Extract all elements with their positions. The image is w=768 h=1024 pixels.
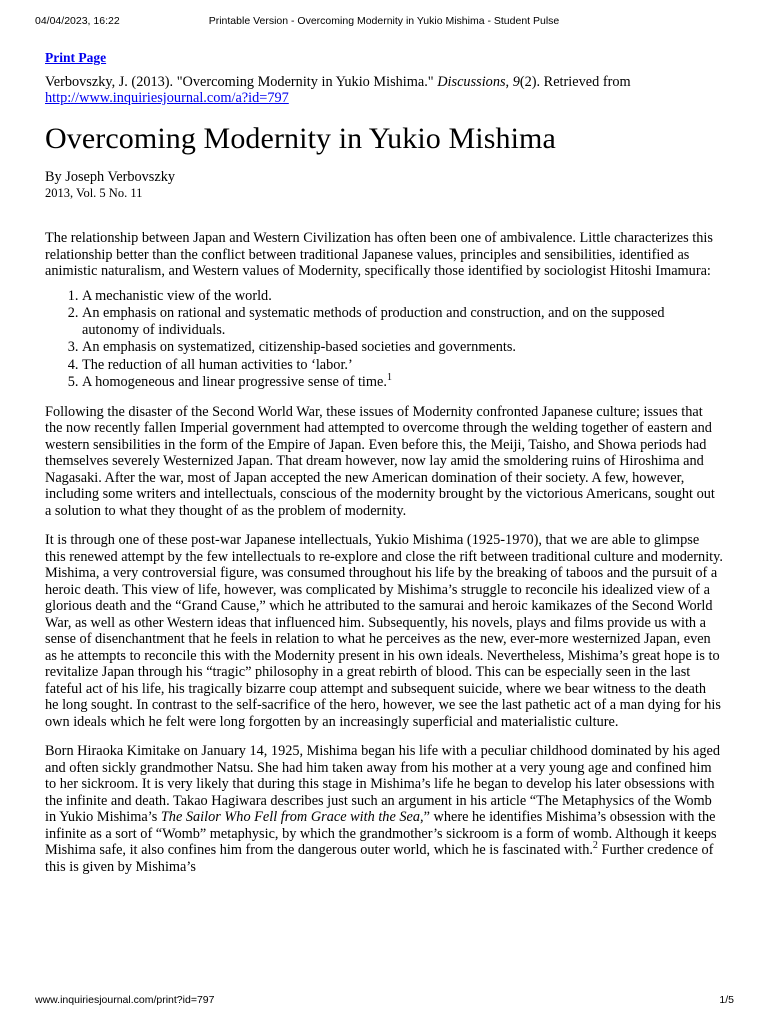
list-item bbox=[82, 374, 723, 391]
modernity-list bbox=[45, 288, 723, 391]
citation-url-link[interactable]: http://www.inquiriesjournal.com/a?id=797 bbox=[45, 90, 289, 106]
citation-prefix: Verbovszky, J. (2013). "Overcoming Modernity in Yukio Mishima." bbox=[45, 73, 438, 90]
print-header bbox=[0, 15, 768, 29]
citation-volume: 9 bbox=[512, 73, 520, 90]
paragraph-postwar: Following the disaster of the Second World War, these issues of Modernity confronted Japanese culture; issues that the now recently fallen Imperial government had attempted to overcome through the welding together of eastern and western sensibilities in the form of the Empire of Japan. Even before this, the Meiji, Taisho, and Showa periods had themselves severely Westernized Japan. That dream however, now lay amid the smoldering ruins of Hiroshima and Nagasaki. After the war, most of Japan accepted the new American domination of their society. A few, however, including some writers and intellectuals, conscious of the modernity brought by the victorious Americans, sought out a solution to what they thought of as the problem of modernity. bbox=[45, 403, 715, 519]
article-content bbox=[45, 50, 723, 875]
byline: By Joseph Verbovszky bbox=[45, 168, 175, 185]
paragraph-mishima-intro: It is through one of these post-war Japanese intellectuals, Yukio Mishima (1925-1970), that we are able to glimpse this renewed attempt by the few intellectuals to re-explore and close the rift between traditional culture and modernity. Mishima, a very controversial figure, was consumed throughout his life by the breaking of taboos and the pursuit of a heroic death. This view of life, however, was complicated by Mishima’s struggle to reconcile his idealized view of a glorious death and the “Grand Cause,” which he attributed to the samurai and heroic kamikazes of the Second World War, as well as other Western ideas that influenced him. Subsequently, his novels, plays and films provide us with a sense of disenchantment that he feels in relation to what he perceives as the new, ever-more westernized Japan, even as he attempts to reconcile this with the Modernity present in his own ideals. Nevertheless, Mishima’s great hope is to revitalize Japan through his “tragic” philosophy in a great rebirth of blood. This can be especially seen in the last fateful act of his life, his tragically bizarre coup attempt and subsequent suicide, where we bear witness to the death he long sought. In contrast to the self-sacrifice of the hero, however, we see the last pathetic act of a man dying for his own ideals which he felt were long forgotten by an increasingly superficial and materialistic culture. bbox=[45, 532, 723, 730]
print-datetime: 04/04/2023, 16:22 bbox=[35, 15, 120, 27]
book-title: The Sailor Who Fell from Grace with the Sea bbox=[160, 809, 421, 825]
list-item: 1. A mechanistic view of the world. bbox=[82, 288, 723, 305]
list-item: 3. An emphasis on systematized, citizenship-based societies and governments. bbox=[82, 339, 723, 356]
print-footer bbox=[0, 994, 768, 1008]
paragraph-childhood bbox=[45, 743, 723, 875]
paragraph-text: Born Hiraoka Kimitake on January 14, 1925, Mishima began his life with a peculiar childhood dominated by his aged and often sickly grandmother Natsu. She had him taken away from his mother at a very young age and confined him to her sickroom. It is very likely that during this stage in Mishima’s life he began to develop his later obsessions with the infinite and death. Takao Hagiwara describes just such an argument in his article “The Metaphysics of the Womb in Yukio Mishima’s bbox=[45, 743, 720, 825]
list-item: 2. An emphasis on rational and systematic methods of production and construction, and on the supposed autonomy of individuals. bbox=[82, 305, 723, 338]
paragraph-intro: The relationship between Japan and Western Civilization has often been one of ambivalence. Little characterizes this relationship better than the conflict between traditional Japanese values, principles and sensibilities, identified as animistic naturalism, and Western values of Modernity, specifically those identified by sociologist Hitoshi Imamura: bbox=[45, 230, 713, 279]
print-page-link[interactable]: Print Page bbox=[45, 50, 107, 65]
footer-url: www.inquiriesjournal.com/print?id=797 bbox=[35, 994, 215, 1006]
print-doc-title: Printable Version - Overcoming Modernity in Yukio Mishima - Student Pulse bbox=[208, 15, 560, 27]
paragraph-text: ,” where he identifies Mishima’s obsession with the infinite as a sort of “Womb” metaphysic, by which the grandmother’s sickroom is a form of womb. Although it keeps Mishima safe, it also confines him from the dangerous outer world, which he is fascinated with. bbox=[45, 809, 717, 858]
list-item-text: A homogeneous and linear progressive sense of time. bbox=[82, 374, 387, 390]
footnote-ref: 1 bbox=[386, 372, 392, 383]
volume-line: 2013, Vol. 5 No. 11 bbox=[45, 186, 143, 200]
citation-rest: (2). Retrieved from bbox=[519, 73, 631, 90]
paragraph-text: Further credence of this is given by Mishima’s bbox=[45, 842, 714, 875]
page-number: 1/5 bbox=[719, 994, 734, 1006]
citation-sep: , bbox=[505, 73, 513, 90]
footnote-ref: 2 bbox=[592, 840, 598, 851]
article-title: Overcoming Modernity in Yukio Mishima bbox=[45, 121, 556, 155]
citation bbox=[45, 74, 723, 107]
list-item: 4. The reduction of all human activities to ‘labor.’ bbox=[82, 357, 723, 374]
citation-journal: Discussions bbox=[437, 73, 506, 90]
